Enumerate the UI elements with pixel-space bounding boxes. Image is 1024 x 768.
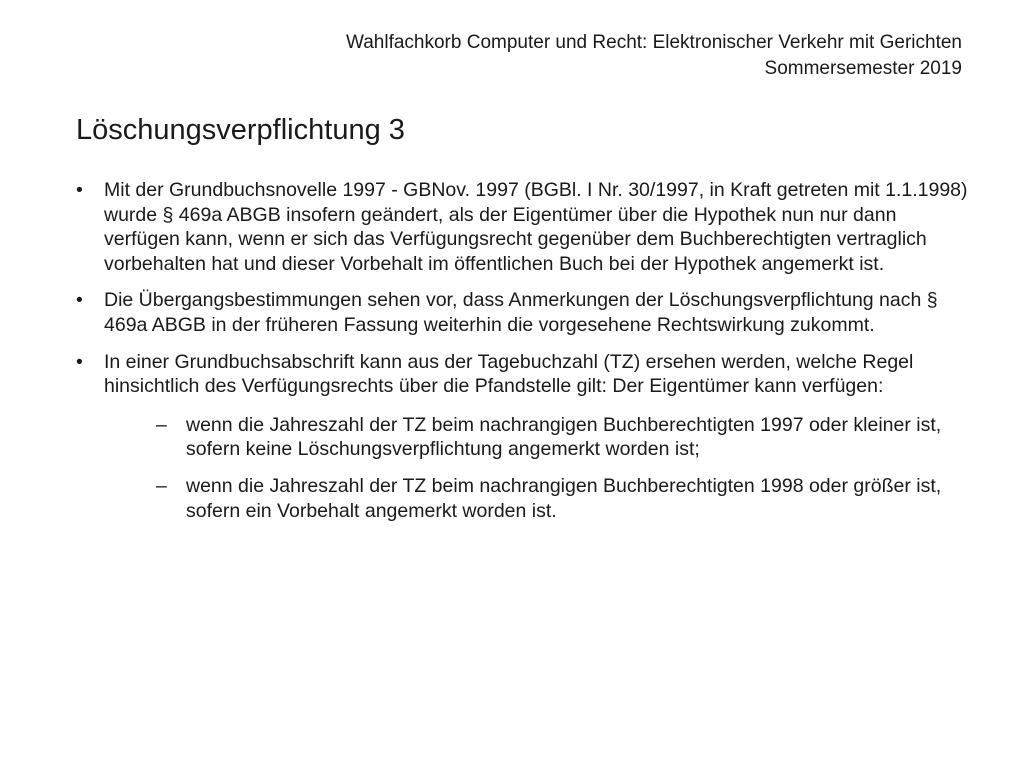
sub-bullet-text: wenn die Jahreszahl der TZ beim nachrangigen Buchberechtigten 1998 oder größer ist, sofern ein Vorbehalt angemerkt worden ist. — [186, 474, 942, 522]
slide-title: Löschungsverpflichtung 3 — [76, 114, 405, 146]
sub-bullet-item — [76, 413, 976, 462]
bullet-text: Mit der Grundbuchsnovelle 1997 - GBNov. 1997 (BGBl. I Nr. 30/1997, in Kraft getreten mit 1.1.1998) wurde § 469a ABGB insofern geändert, als der Eigentümer über die Hypothek nun nur dann verfügen kann, wenn er sich das Verfügungsrecht gegenüber dem Buchberechtigten vertraglich vorbehalten hat und dieser Vorbehalt im öffentlichen Buch bei der Hypothek angemerkt ist. — [104, 179, 968, 275]
bullet-marker: • — [76, 350, 83, 373]
bullet-text: Die Übergangsbestimmungen sehen vor, dass Anmerkungen der Löschungsverpflichtung nach § 469a ABGB in der früheren Fassung weiterhin die vorgesehene Rechtswirkung zukommt. — [104, 289, 938, 336]
sub-bullet-marker: – — [156, 413, 167, 436]
bullet-text: In einer Grundbuchsabschrift kann aus der Tagebuchzahl (TZ) ersehen werden, welche Regel hinsichtlich des Verfügungsrechts über die Pfandstelle gilt: Der Eigentümer kann verfügen: — [104, 350, 914, 398]
semester-label: Sommersemester 2019 — [764, 58, 962, 79]
slide-header — [346, 30, 962, 82]
sub-bullet-list — [76, 413, 976, 523]
sub-bullet-marker: – — [156, 474, 167, 497]
sub-bullet-text: wenn die Jahreszahl der TZ beim nachrangigen Buchberechtigten 1997 oder kleiner ist, sofern keine Löschungsverpflichtung angemerkt worden ist; — [186, 413, 942, 461]
sub-bullet-item — [76, 474, 976, 523]
slide-content — [76, 178, 976, 535]
bullet-item — [76, 178, 976, 276]
bullet-marker: • — [76, 179, 83, 201]
bullet-marker: • — [76, 289, 83, 312]
bullet-item — [76, 350, 976, 399]
course-title: Wahlfachkorb Computer und Recht: Elektronischer Verkehr mit Gerichten — [345, 32, 962, 53]
bullet-item — [76, 288, 976, 337]
